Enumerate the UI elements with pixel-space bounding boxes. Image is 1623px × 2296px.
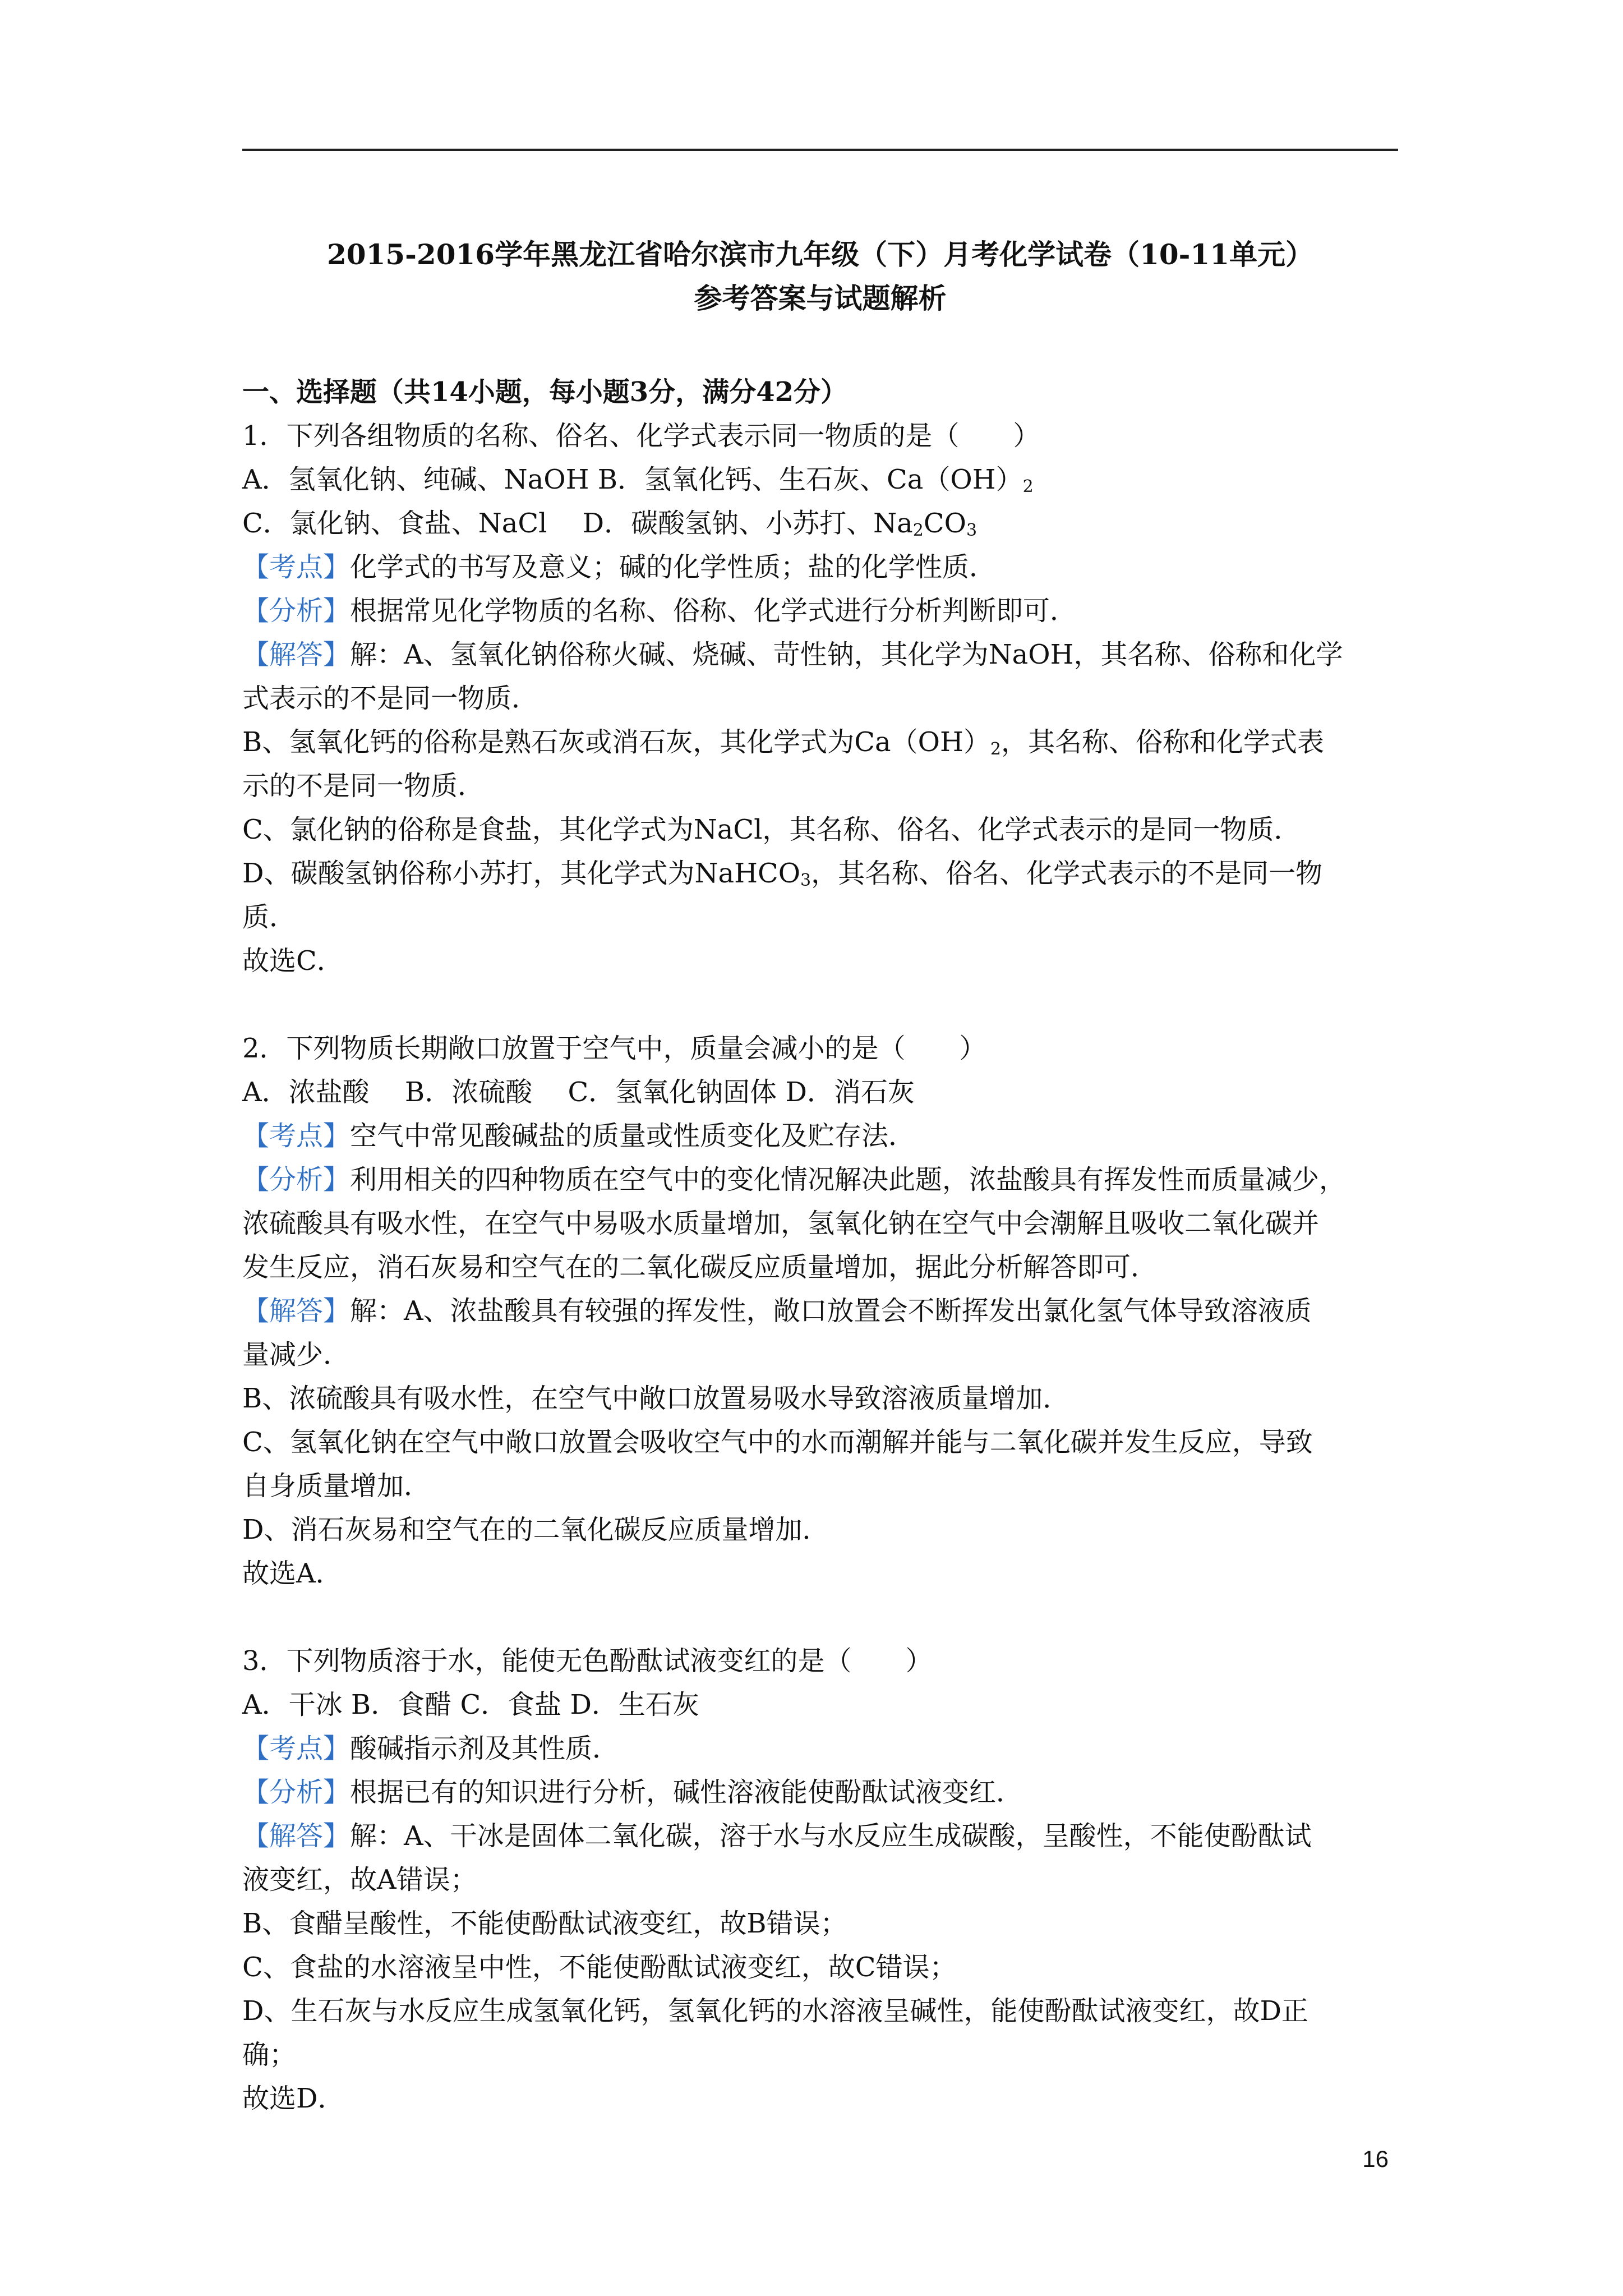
kaodian-label: 【考点】 <box>242 551 351 583</box>
explanation-text: B、氢氧化钙的俗称是熟石灰或消石灰，其化学式为Ca（OH） <box>242 726 990 758</box>
jieda-label: 【解答】 <box>242 639 351 670</box>
document-body <box>242 370 1403 2120</box>
explanation-line: 液变红，故A错误； <box>242 1864 477 1895</box>
header-rule <box>242 149 1398 151</box>
question-options <box>242 458 1403 501</box>
document-title: 2015-2016学年黑龙江省哈尔滨市九年级（下）月考化学试卷（10-11单元） <box>327 238 1313 271</box>
subscript: 2 <box>912 521 924 540</box>
fenxi-label: 【分析】 <box>242 1777 351 1808</box>
explanation-line: 发生反应，消石灰易和空气在的二氧化碳反应质量增加，据此分析解答即可． <box>242 1251 1158 1283</box>
explanation-line: 质． <box>242 901 297 933</box>
explanation-line: 自身质量增加． <box>242 1470 431 1502</box>
jieda-label: 【解答】 <box>242 1820 351 1852</box>
explanation-line: D、消石灰易和空气在的二氧化碳反应质量增加． <box>242 1514 829 1545</box>
explanation-line <box>242 852 1403 895</box>
jieda-line <box>242 1814 1403 1858</box>
kaodian-label: 【考点】 <box>242 1120 351 1152</box>
question-2 <box>242 1027 1403 1595</box>
explanation-line: C、食盐的水溶液呈中性，不能使酚酞试液变红，故C错误； <box>242 1952 957 1983</box>
explanation-line: C、氢氧化钠在空气中敞口放置会吸收空气中的水而潮解并能与二氧化碳并发生反应，导致 <box>242 1427 1313 1458</box>
jieda-label: 【解答】 <box>242 1295 351 1327</box>
explanation-line: B、食醋呈酸性，不能使酚酞试液变红，故B错误； <box>242 1908 847 1939</box>
answer-line: 故选A． <box>242 1558 343 1589</box>
answer-line: 故选D． <box>242 2083 345 2114</box>
subscript: 3 <box>800 871 811 890</box>
explanation-line: 量减少． <box>242 1339 351 1370</box>
kaodian-text: 化学式的书写及意义；碱的化学性质；盐的化学性质． <box>350 551 997 583</box>
question-options: A．浓盐酸 B．浓硫酸 C．氢氧化钠固体 D．消石灰 <box>242 1076 915 1108</box>
subscript: 2 <box>1022 477 1034 496</box>
explanation-line: B、浓硫酸具有吸水性，在空气中敞口放置易吸水导致溶液质量增加． <box>242 1383 1070 1414</box>
kaodian-label: 【考点】 <box>242 1733 351 1764</box>
kaodian-text: 空气中常见酸碱盐的质量或性质变化及贮存法． <box>350 1120 916 1152</box>
option-text: CO <box>923 508 966 539</box>
jieda-text: 解：A、浓盐酸具有较强的挥发性，敞口放置会不断挥发出氯化氢气体导致溶液质 <box>350 1295 1312 1327</box>
jieda-line <box>242 633 1403 677</box>
fenxi-label: 【分析】 <box>242 1164 351 1195</box>
question-stem: 2．下列物质长期敞口放置于空气中，质量会减小的是（ ） <box>242 1033 986 1064</box>
explanation-text: D、碳酸氢钠俗称小苏打，其化学式为NaHCO <box>242 858 801 889</box>
question-1 <box>242 414 1403 983</box>
jieda-line <box>242 1289 1403 1333</box>
jieda-text: 解：A、干冰是固体二氧化碳，溶于水与水反应生成碳酸，呈酸性，不能使酚酞试 <box>350 1820 1312 1852</box>
explanation-line: D、生石灰与水反应生成氢氧化钙，氢氧化钙的水溶液呈碱性，能使酚酞试液变红，故D正 <box>242 1995 1308 2027</box>
question-options: A．干冰 B．食醋 C．食盐 D．生石灰 <box>242 1689 699 1720</box>
kaodian-line <box>242 1727 1403 1770</box>
explanation-line: 式表示的不是同一物质． <box>242 683 539 714</box>
explanation-line: C、氯化钠的俗称是食盐，其化学式为NaCl，其名称、俗名、化学式表示的是同一物质． <box>242 814 1301 845</box>
explanation-line <box>242 720 1403 764</box>
fenxi-line <box>242 1770 1403 1814</box>
jieda-text: 解：A、氢氧化钠俗称火碱、烧碱、苛性钠，其化学为NaOH，其名称、俗称和化学 <box>350 639 1343 670</box>
kaodian-line <box>242 545 1403 589</box>
page-number: 16 <box>1362 2146 1389 2172</box>
subscript: 2 <box>990 739 1001 759</box>
title-block <box>242 233 1398 320</box>
kaodian-text: 酸碱指示剂及其性质． <box>350 1733 620 1764</box>
fenxi-label: 【分析】 <box>242 595 351 627</box>
spacer <box>242 983 1403 1027</box>
option-text: C．氯化钠、食盐、NaCl D．碳酸氢钠、小苏打、Na <box>242 508 913 539</box>
fenxi-text: 利用相关的四种物质在空气中的变化情况解决此题，浓盐酸具有挥发性而质量减少， <box>350 1164 1347 1195</box>
section-title: 一、选择题（共14小题，每小题3分，满分42分） <box>242 376 847 408</box>
explanation-text: ，其名称、俗名、化学式表示的不是同一物 <box>811 858 1323 889</box>
fenxi-line <box>242 589 1403 633</box>
option-text: A．氢氧化钠、纯碱、NaOH B．氢氧化钙、生石灰、Ca（OH） <box>242 464 1023 495</box>
explanation-text: ，其名称、俗称和化学式表 <box>1000 726 1324 758</box>
question-options <box>242 501 1403 545</box>
answer-line: 故选C． <box>242 945 344 977</box>
explanation-line: 示的不是同一物质． <box>242 770 485 802</box>
question-stem: 3．下列物质溶于水，能使无色酚酞试液变红的是（ ） <box>242 1645 933 1677</box>
explanation-line: 确； <box>242 2039 297 2070</box>
explanation-line: 浓硫酸具有吸水性，在空气中易吸水质量增加，氢氧化钠在空气中会潮解且吸收二氧化碳并 <box>242 1208 1320 1239</box>
kaodian-line <box>242 1114 1403 1158</box>
subscript: 3 <box>966 521 978 540</box>
document-subtitle: 参考答案与试题解析 <box>694 282 947 315</box>
fenxi-text: 根据已有的知识进行分析，碱性溶液能使酚酞试液变红． <box>350 1777 1023 1808</box>
spacer <box>242 1595 1403 1639</box>
fenxi-line <box>242 1158 1403 1202</box>
question-3 <box>242 1639 1403 2120</box>
question-stem: 1．下列各组物质的名称、俗名、化学式表示同一物质的是（ ） <box>242 420 1040 452</box>
fenxi-text: 根据常见化学物质的名称、俗称、化学式进行分析判断即可． <box>350 595 1077 627</box>
